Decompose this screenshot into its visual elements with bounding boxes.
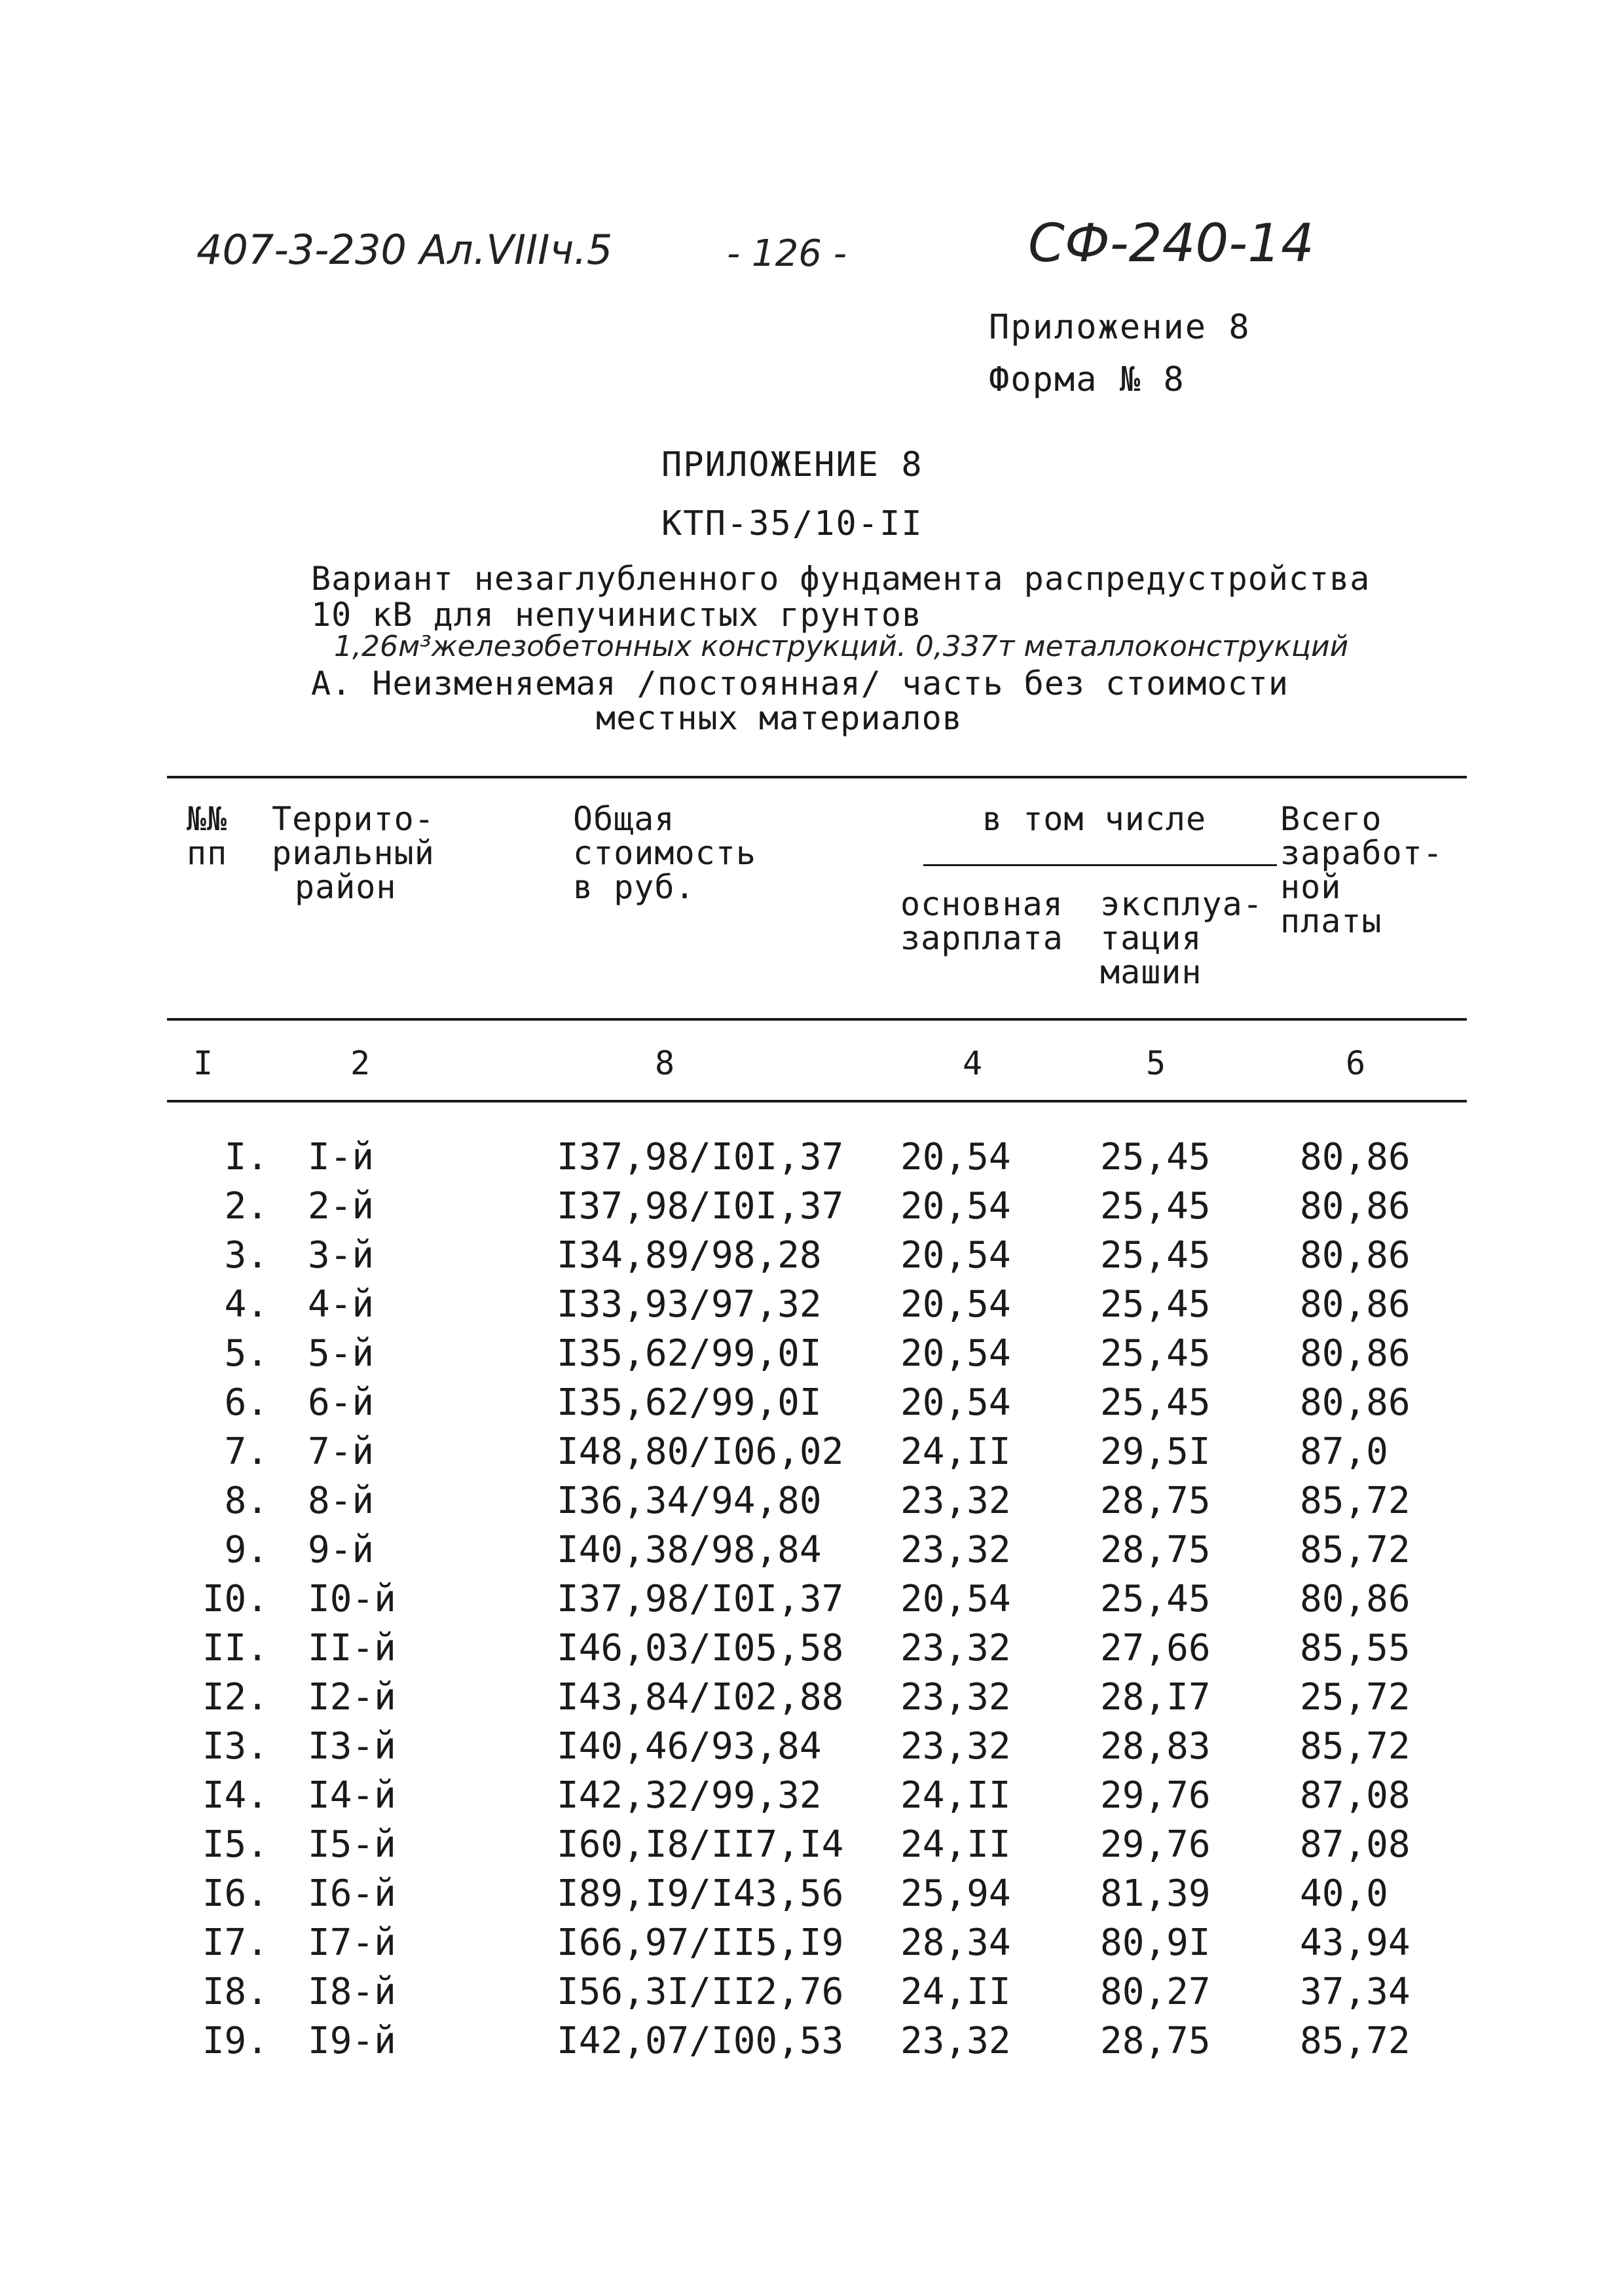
base-salary-cell: 20,54	[900, 1185, 1011, 1228]
row-number: I4.	[202, 1774, 268, 1817]
base-salary-cell: 20,54	[900, 1234, 1011, 1277]
district-cell: I-й	[308, 1136, 375, 1178]
form-label: Форма № 8	[989, 360, 1185, 399]
column-number: 5	[1145, 1044, 1166, 1082]
machine-cost-cell: 29,76	[1100, 1774, 1211, 1817]
header-territorial-district: Террито- риальный район	[272, 800, 435, 906]
handwritten-note: 1,26м³железобетонных конструкций. 0,337т металлоконструкций	[334, 630, 1349, 663]
machine-cost-cell: 28,75	[1100, 2020, 1211, 2062]
column-number: 6	[1345, 1044, 1366, 1082]
district-cell: I0-й	[308, 1578, 396, 1620]
base-salary-cell: 24,II	[900, 1774, 1011, 1817]
appendix-title: ПРИЛОЖЕНИЕ 8	[661, 445, 923, 484]
group-header-rule	[923, 864, 1277, 866]
district-cell: I2-й	[308, 1676, 396, 1719]
machine-cost-cell: 25,45	[1100, 1234, 1211, 1277]
machine-cost-cell: 25,45	[1100, 1283, 1211, 1326]
series-code: СФ-240-14	[1028, 213, 1314, 274]
total-salary-cell: 25,72	[1300, 1676, 1411, 1719]
description-line-1: Вариант незаглубленного фундамента распредустройства	[311, 560, 1371, 598]
header-total-cost: Общая стоимость в руб.	[573, 800, 756, 906]
row-number: 9.	[224, 1529, 268, 1571]
base-salary-cell: 24,II	[900, 1430, 1011, 1473]
total-salary-cell: 80,86	[1300, 1332, 1411, 1375]
total-salary-cell: 85,55	[1300, 1627, 1411, 1669]
district-cell: 3-й	[308, 1234, 375, 1277]
machine-cost-cell: 25,45	[1100, 1185, 1211, 1228]
appendix-label: Приложение 8	[989, 308, 1251, 347]
district-cell: 9-й	[308, 1529, 375, 1571]
total-cost-cell: I56,3I/II2,76	[557, 1971, 844, 2013]
base-salary-cell: 20,54	[900, 1136, 1011, 1178]
base-salary-cell: 23,32	[900, 1725, 1011, 1768]
column-number: I	[193, 1044, 213, 1082]
total-salary-cell: 85,72	[1300, 2020, 1411, 2062]
base-salary-cell: 23,32	[900, 2020, 1011, 2062]
machine-cost-cell: 29,5I	[1100, 1430, 1211, 1473]
column-number-rule	[167, 1100, 1467, 1102]
total-cost-cell: I43,84/I02,88	[557, 1676, 844, 1719]
district-cell: 5-й	[308, 1332, 375, 1375]
total-salary-cell: 87,0	[1300, 1430, 1388, 1473]
base-salary-cell: 20,54	[900, 1283, 1011, 1326]
total-cost-cell: I89,I9/I43,56	[557, 1872, 844, 1915]
total-cost-cell: I42,32/99,32	[557, 1774, 822, 1817]
column-number: 2	[350, 1044, 371, 1082]
total-cost-cell: I66,97/II5,I9	[557, 1922, 844, 1964]
total-salary-cell: 85,72	[1300, 1725, 1411, 1768]
district-cell: 7-й	[308, 1430, 375, 1473]
row-number: I0.	[202, 1578, 268, 1620]
column-number: 8	[654, 1044, 675, 1082]
total-salary-cell: 80,86	[1300, 1283, 1411, 1326]
base-salary-cell: 20,54	[900, 1381, 1011, 1424]
total-cost-cell: I36,34/94,80	[557, 1480, 822, 1522]
base-salary-cell: 24,II	[900, 1971, 1011, 2013]
machine-cost-cell: 25,45	[1100, 1136, 1211, 1178]
machine-cost-cell: 80,9I	[1100, 1922, 1211, 1964]
total-salary-cell: 80,86	[1300, 1234, 1411, 1277]
total-cost-cell: I42,07/I00,53	[557, 2020, 844, 2062]
total-cost-cell: I48,80/I06,02	[557, 1430, 844, 1473]
total-cost-cell: I40,38/98,84	[557, 1529, 822, 1571]
row-number: II.	[202, 1627, 268, 1669]
machine-cost-cell: 80,27	[1100, 1971, 1211, 2013]
base-salary-cell: 23,32	[900, 1627, 1011, 1669]
row-number: I7.	[202, 1922, 268, 1964]
row-number: 6.	[224, 1381, 268, 1424]
base-salary-cell: 20,54	[900, 1332, 1011, 1375]
row-number: I6.	[202, 1872, 268, 1915]
total-salary-cell: 87,08	[1300, 1774, 1411, 1817]
header-bottom-rule	[167, 1018, 1467, 1021]
column-number: 4	[962, 1044, 983, 1082]
total-salary-cell: 37,34	[1300, 1971, 1411, 2013]
total-salary-cell: 40,0	[1300, 1872, 1388, 1915]
district-cell: II-й	[308, 1627, 396, 1669]
row-number: I.	[224, 1136, 268, 1178]
total-salary-cell: 80,86	[1300, 1185, 1411, 1228]
machine-cost-cell: 28,83	[1100, 1725, 1211, 1768]
base-salary-cell: 23,32	[900, 1676, 1011, 1719]
section-line-2: местных материалов	[596, 699, 963, 737]
total-salary-cell: 80,86	[1300, 1381, 1411, 1424]
base-salary-cell: 23,32	[900, 1480, 1011, 1522]
row-number: 4.	[224, 1283, 268, 1326]
total-cost-cell: I37,98/I0I,37	[557, 1136, 844, 1178]
district-cell: 2-й	[308, 1185, 375, 1228]
header-including-group: в том числе	[982, 800, 1207, 838]
total-salary-cell: 87,08	[1300, 1823, 1411, 1866]
row-number: 3.	[224, 1234, 268, 1277]
district-cell: I5-й	[308, 1823, 396, 1866]
machine-cost-cell: 28,I7	[1100, 1676, 1211, 1719]
machine-cost-cell: 29,76	[1100, 1823, 1211, 1866]
total-salary-cell: 80,86	[1300, 1136, 1411, 1178]
row-number: 5.	[224, 1332, 268, 1375]
header-base-salary: основная зарплата	[900, 885, 1063, 957]
district-cell: I9-й	[308, 2020, 396, 2062]
row-number: I3.	[202, 1725, 268, 1768]
base-salary-cell: 23,32	[900, 1529, 1011, 1571]
document-code: 407-3-230 Ал.VIIIч.5	[196, 226, 613, 274]
machine-cost-cell: 25,45	[1100, 1332, 1211, 1375]
machine-cost-cell: 81,39	[1100, 1872, 1211, 1915]
row-number: 7.	[224, 1430, 268, 1473]
description-line-2: 10 кВ для непучинистых грунтов	[311, 596, 923, 634]
row-number: 8.	[224, 1480, 268, 1522]
total-cost-cell: I60,I8/II7,I4	[557, 1823, 844, 1866]
total-cost-cell: I34,89/98,28	[557, 1234, 822, 1277]
district-cell: I4-й	[308, 1774, 396, 1817]
district-cell: 8-й	[308, 1480, 375, 1522]
product-title: КТП-35/10-II	[661, 504, 923, 543]
total-cost-cell: I46,03/I05,58	[557, 1627, 844, 1669]
total-cost-cell: I40,46/93,84	[557, 1725, 822, 1768]
section-line-1: А. Неизменяемая /постоянная/ часть без стоимости	[311, 665, 1289, 702]
row-number: I5.	[202, 1823, 268, 1866]
header-col-number: №№ пп	[187, 800, 228, 872]
row-number: I9.	[202, 2020, 268, 2062]
total-salary-cell: 85,72	[1300, 1529, 1411, 1571]
table-top-rule	[167, 776, 1467, 778]
machine-cost-cell: 25,45	[1100, 1578, 1211, 1620]
machine-cost-cell: 27,66	[1100, 1627, 1211, 1669]
total-cost-cell: I37,98/I0I,37	[557, 1185, 844, 1228]
total-cost-cell: I35,62/99,0I	[557, 1332, 822, 1375]
district-cell: 6-й	[308, 1381, 375, 1424]
base-salary-cell: 20,54	[900, 1578, 1011, 1620]
machine-cost-cell: 28,75	[1100, 1480, 1211, 1522]
total-cost-cell: I37,98/I0I,37	[557, 1578, 844, 1620]
base-salary-cell: 28,34	[900, 1922, 1011, 1964]
total-cost-cell: I35,62/99,0I	[557, 1381, 822, 1424]
row-number: I8.	[202, 1971, 268, 2013]
page-number: - 126 -	[727, 232, 847, 275]
row-number: I2.	[202, 1676, 268, 1719]
header-machine-operation: эксплуа- тация машин	[1100, 885, 1263, 991]
district-cell: 4-й	[308, 1283, 375, 1326]
district-cell: I6-й	[308, 1872, 396, 1915]
base-salary-cell: 24,II	[900, 1823, 1011, 1866]
machine-cost-cell: 28,75	[1100, 1529, 1211, 1571]
total-salary-cell: 43,94	[1300, 1922, 1411, 1964]
row-number: 2.	[224, 1185, 268, 1228]
machine-cost-cell: 25,45	[1100, 1381, 1211, 1424]
district-cell: I8-й	[308, 1971, 396, 2013]
district-cell: I3-й	[308, 1725, 396, 1768]
header-total-salary: Всего заработ- ной платы	[1280, 800, 1443, 940]
total-cost-cell: I33,93/97,32	[557, 1283, 822, 1326]
total-salary-cell: 85,72	[1300, 1480, 1411, 1522]
base-salary-cell: 25,94	[900, 1872, 1011, 1915]
district-cell: I7-й	[308, 1922, 396, 1964]
total-salary-cell: 80,86	[1300, 1578, 1411, 1620]
